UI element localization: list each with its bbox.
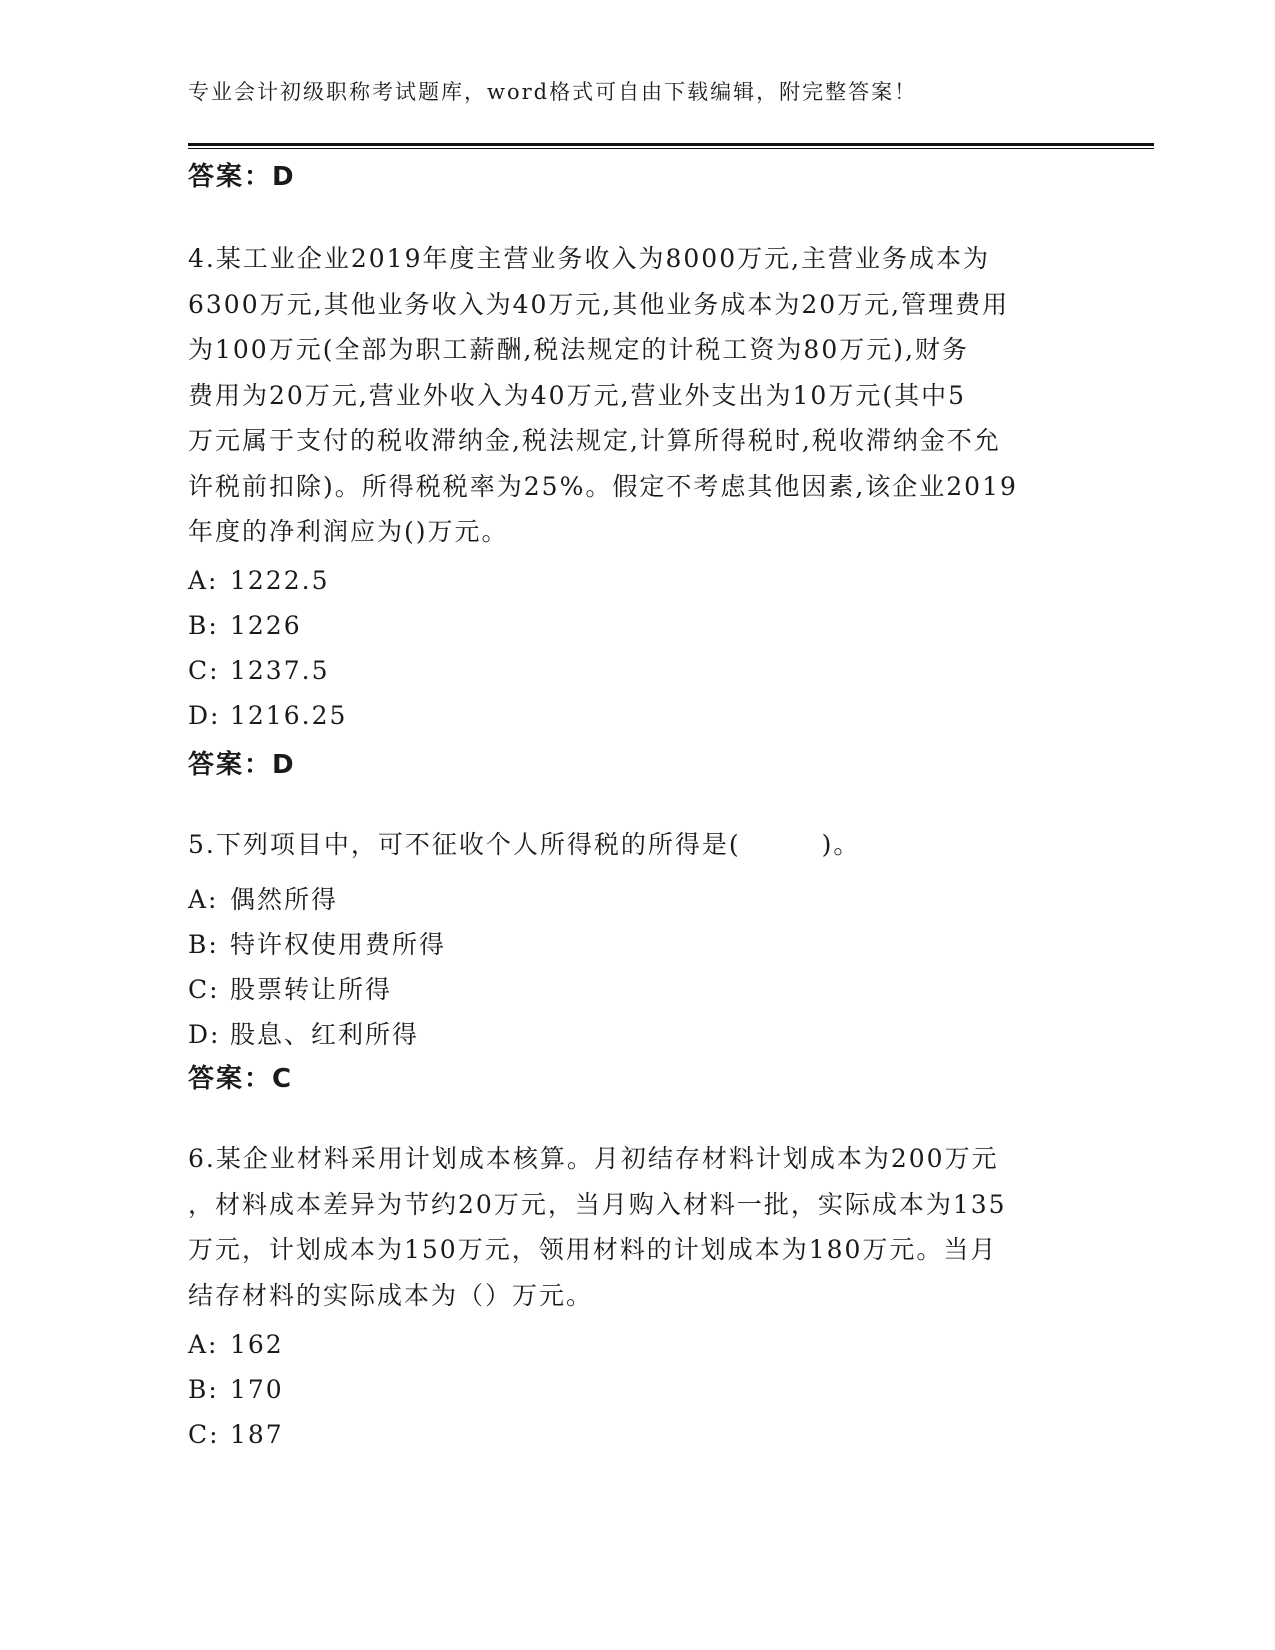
- question-5-option-b: [188, 925, 446, 961]
- option-text: 偶然所得: [230, 885, 339, 914]
- question-6-option-a: [188, 1330, 284, 1359]
- option-text: 股票转让所得: [230, 975, 393, 1004]
- option-text: 1216.25: [230, 701, 348, 730]
- question-5-answer: 答案：C: [188, 1064, 294, 1094]
- question-line: 6.某企业材料采用计划成本核算。月初结存材料计划成本为200万元: [188, 1144, 999, 1173]
- question-line: 万元，计划成本为150万元，领用材料的计划成本为180万元。当月: [188, 1235, 998, 1264]
- question-4-option-c: [188, 656, 329, 685]
- option-letter: D:: [188, 701, 221, 730]
- question-5-text: [188, 822, 860, 868]
- option-text: 162: [230, 1330, 284, 1359]
- option-text: 1237.5: [230, 656, 330, 685]
- question-line: 5.下列项目中，可不征收个人所得税的所得是( )。: [188, 830, 861, 859]
- option-text: 特许权使用费所得: [230, 930, 447, 959]
- option-text: 股息、红利所得: [230, 1020, 420, 1049]
- option-text: 1226: [230, 611, 302, 640]
- option-letter: A:: [188, 1330, 219, 1359]
- option-text: 170: [230, 1375, 284, 1404]
- question-line: 为100万元(全部为职工薪酬,税法规定的计税工资为80万元),财务: [188, 335, 969, 364]
- question-line: 结存材料的实际成本为（）万元。: [188, 1280, 594, 1310]
- option-letter: A:: [188, 566, 219, 595]
- option-text: 187: [230, 1420, 284, 1449]
- question-line: 费用为20万元,营业外收入为40万元,营业外支出为10万元(其中5: [188, 380, 966, 410]
- option-text: 1222.5: [230, 566, 330, 595]
- question-line: 6300万元,其他业务收入为40万元,其他业务成本为20万元,管理费用: [188, 289, 1010, 319]
- question-6-text: [188, 1136, 1007, 1318]
- option-letter: C:: [188, 656, 220, 685]
- header-divider-thin: [188, 148, 1154, 149]
- header-divider: [188, 143, 1154, 146]
- question-6-option-b: [188, 1375, 284, 1404]
- question-line: 年度的净利润应为()万元。: [188, 517, 509, 546]
- option-letter: B:: [188, 930, 219, 959]
- question-line: 万元属于支付的税收滞纳金,税法规定,计算所得税时,税收滞纳金不允: [188, 426, 1001, 455]
- question-4-answer: 答案：D: [188, 750, 296, 780]
- option-letter: D:: [188, 1020, 221, 1049]
- option-letter: B:: [188, 1375, 219, 1404]
- page-header: 专业会计初级职称考试题库，word格式可自由下载编辑，附完整答案！: [188, 80, 918, 104]
- question-5-option-a: [188, 880, 338, 916]
- question-5-option-c: [188, 970, 392, 1006]
- option-letter: A:: [188, 885, 219, 914]
- option-letter: C:: [188, 1420, 220, 1449]
- answer-top: 答案：D: [188, 162, 296, 192]
- option-letter: B:: [188, 611, 219, 640]
- question-4-text: [188, 236, 1018, 555]
- option-letter: C:: [188, 975, 220, 1004]
- question-line: 4.某工业企业2019年度主营业务收入为8000万元,主营业务成本为: [188, 244, 991, 273]
- question-4-option-d: [188, 701, 347, 730]
- question-5-option-d: [188, 1015, 419, 1051]
- question-4-option-a: [188, 566, 329, 595]
- question-line: ，材料成本差异为节约20万元，当月购入材料一批，实际成本为135: [188, 1189, 1007, 1219]
- question-4-option-b: [188, 611, 302, 640]
- question-line: 许税前扣除)。所得税税率为25%。假定不考虑其他因素,该企业2019: [188, 471, 1018, 501]
- question-6-option-c: [188, 1420, 284, 1449]
